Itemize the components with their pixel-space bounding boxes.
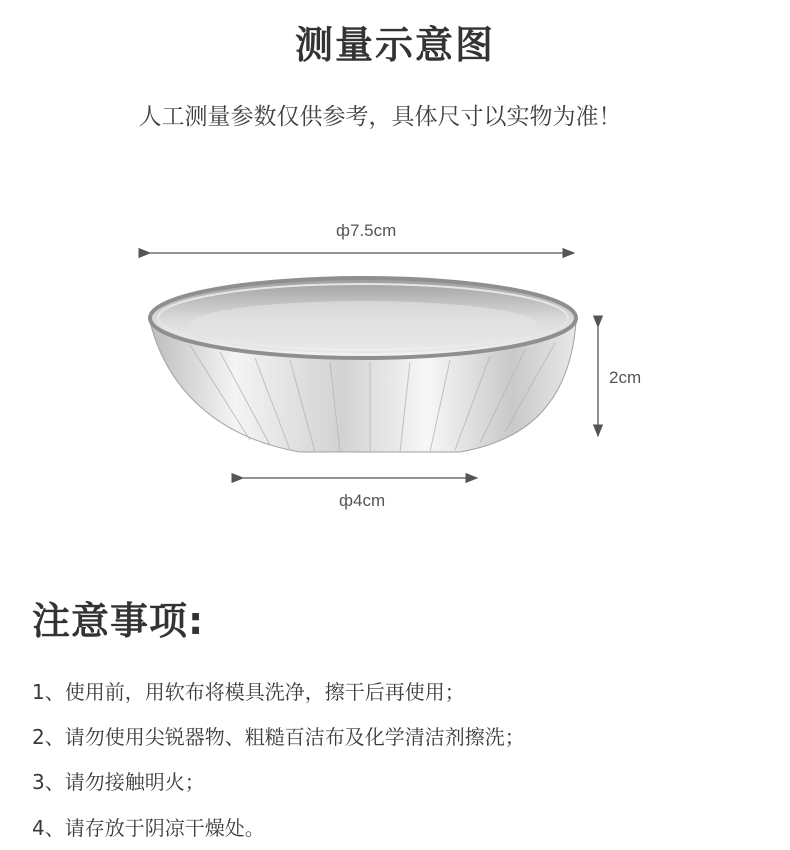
note-item: 3、请勿接触明火； bbox=[32, 770, 205, 794]
height-label: 2cm bbox=[609, 368, 642, 387]
note-item: 4、请存放于阴凉干燥处。 bbox=[32, 816, 265, 840]
notes-heading: 注意事项: bbox=[32, 599, 205, 643]
top-diameter-label: ф7.5cm bbox=[336, 221, 397, 240]
disclaimer-subtitle: 人工测量参数仅供参考，具体尺寸以实物为准！ bbox=[138, 104, 622, 130]
bottom-diameter-label: ф4cm bbox=[339, 491, 386, 510]
note-item: 2、请勿使用尖锐器物、粗糙百洁布及化学清洁剂擦洗； bbox=[32, 725, 525, 749]
page-title: 测量示意图 bbox=[294, 23, 495, 67]
note-item: 1、使用前，用软布将模具洗净，擦干后再使用； bbox=[32, 680, 465, 704]
foil-cup-image bbox=[150, 278, 576, 452]
